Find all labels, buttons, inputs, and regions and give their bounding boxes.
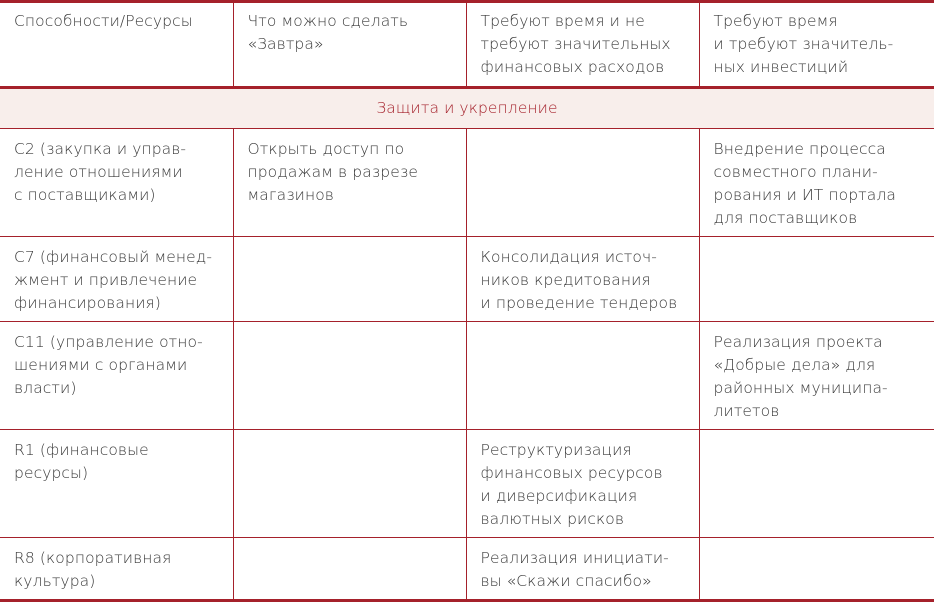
table-row [0, 237, 934, 322]
section-row [0, 88, 934, 129]
table-cell [699, 430, 934, 538]
table-cell: Реструктуризация финансовых ресурсов и диверсификация валютных рисков [466, 430, 699, 538]
table-cell [233, 322, 466, 430]
table-cell [233, 237, 466, 322]
table-row [0, 538, 934, 601]
header-row [0, 2, 934, 88]
table-cell: Открыть доступ по продажам в разрезе магазинов [233, 129, 466, 237]
table-row [0, 322, 934, 430]
table-cell: R8 (корпоративная культура) [0, 538, 233, 601]
table-row [0, 430, 934, 538]
table-cell [233, 538, 466, 601]
header-cell: Способности/Ресурсы [0, 2, 233, 88]
header-cell: Требуют время и не требуют значительных финансовых расходов [466, 2, 699, 88]
table-cell: R1 (финансовые ресурсы) [0, 430, 233, 538]
table-cell [233, 430, 466, 538]
table-cell: Реализация инициати- вы «Скажи спасибо» [466, 538, 699, 601]
table-cell: С7 (финансовый менед- жмент и привлечение финансирования) [0, 237, 233, 322]
table-cell [466, 129, 699, 237]
section-title: Защита и укрепление [0, 88, 934, 129]
table-cell: Консолидация источ- ников кредитования и проведение тендеров [466, 237, 699, 322]
table-cell [699, 237, 934, 322]
table-cell: Реализация проекта «Добрые дела» для районных муниципа- литетов [699, 322, 934, 430]
table-row [0, 129, 934, 237]
table-cell: Внедрение процесса совместного плани- рования и ИТ портала для поставщиков [699, 129, 934, 237]
table-cell [466, 322, 699, 430]
table-cell [699, 538, 934, 601]
table-cell: С11 (управление отно- шениями с органами власти) [0, 322, 233, 430]
header-cell: Что можно сделать «Завтра» [233, 2, 466, 88]
header-cell: Требуют время и требуют значитель- ных инвестиций [699, 2, 934, 88]
table-cell: С2 (закупка и управ- ление отношениями с поставщиками) [0, 129, 233, 237]
